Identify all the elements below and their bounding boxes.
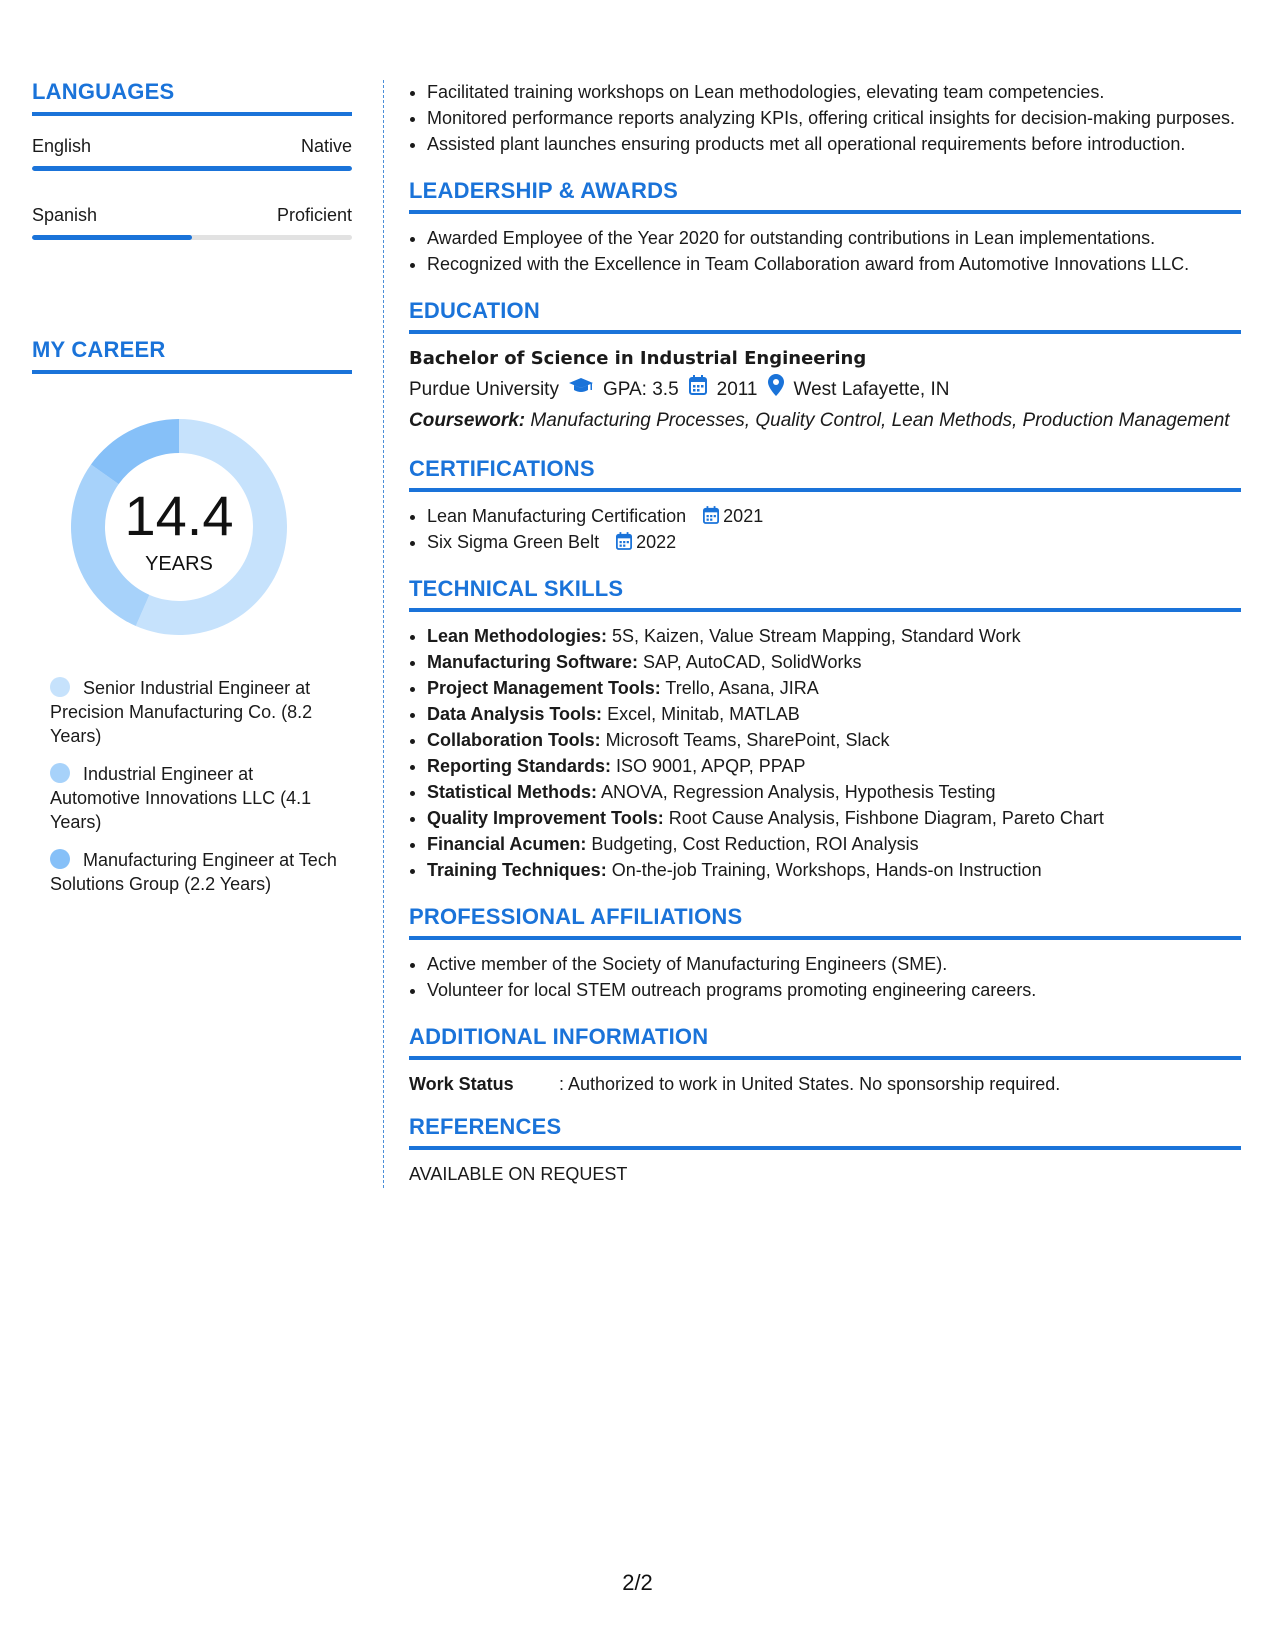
section-rule: [409, 1146, 1241, 1150]
affiliations-title: PROFESSIONAL AFFILIATIONS: [409, 904, 743, 929]
skill-label: Training Techniques:: [427, 860, 607, 880]
education-details: [409, 374, 1241, 405]
language-level: Proficient: [276, 205, 352, 225]
legend-label: Industrial Engineer at Automotive Innovations LLC (4.1 Years): [50, 764, 312, 832]
certification-name: Six Sigma Green Belt: [427, 532, 600, 552]
section-rule: [409, 488, 1241, 492]
school-name: Purdue University: [409, 378, 559, 400]
references-section: [409, 1113, 1241, 1187]
skill-value: Excel, Minitab, MATLAB: [607, 704, 800, 724]
skill-item: [427, 754, 1241, 779]
certification-name: Lean Manufacturing Certification: [427, 506, 687, 526]
experience-bullets: [409, 80, 1241, 157]
certifications-section: [409, 455, 1241, 555]
skill-item: [427, 806, 1241, 831]
skill-label: Project Management Tools:: [427, 678, 661, 698]
legend-item: [50, 676, 340, 748]
legend-item: [50, 848, 340, 896]
skill-value: 5S, Kaizen, Value Stream Mapping, Standard Work: [612, 626, 1021, 646]
list-item: • Awarded Employee of the Year 2020 for outstanding contributions in Lean implementations.: [427, 226, 1241, 251]
skill-value: ISO 9001, APQP, PPAP: [616, 756, 806, 776]
section-rule: [32, 112, 352, 116]
career-legend: [50, 676, 340, 910]
skill-value: Microsoft Teams, SharePoint, Slack: [605, 730, 890, 750]
skill-label: Reporting Standards:: [427, 756, 612, 776]
work-status-row: [409, 1072, 1241, 1097]
coursework-label: Coursework:: [409, 410, 526, 431]
legend-dot: [50, 677, 70, 697]
education-title: EDUCATION: [409, 298, 540, 323]
languages-section: [32, 78, 352, 240]
language-proficiency-fill: [32, 166, 352, 171]
career-section: [32, 336, 352, 374]
degree-name: Bachelor of Science in Industrial Engineering: [409, 348, 867, 369]
certifications-title: CERTIFICATIONS: [409, 456, 595, 481]
language-proficiency-bar: [32, 166, 352, 171]
skill-value: Root Cause Analysis, Fishbone Diagram, Pareto Chart: [668, 808, 1104, 828]
career-title: MY CAREER: [32, 337, 166, 362]
certification-item: [427, 530, 1241, 555]
coursework-list: Manufacturing Processes, Quality Control, Lean Methods, Production Management: [530, 410, 1230, 431]
section-rule: [409, 210, 1241, 214]
list-item: • Assisted plant launches ensuring products met all operational requirements before introduction.: [427, 132, 1241, 157]
language-level: Native: [300, 136, 352, 156]
skill-label: Data Analysis Tools:: [427, 704, 603, 724]
page-number: 2/2: [622, 1570, 653, 1595]
skill-item: [427, 650, 1241, 675]
language-item: [32, 203, 352, 240]
skill-item: [427, 702, 1241, 727]
skill-label: Manufacturing Software:: [427, 652, 639, 672]
additional-info-section: [409, 1023, 1241, 1097]
skill-item: [427, 858, 1241, 883]
skill-label: Quality Improvement Tools:: [427, 808, 664, 828]
skill-value: Trello, Asana, JIRA: [665, 678, 819, 698]
career-donut-chart: [66, 414, 292, 640]
section-rule: [409, 608, 1241, 612]
column-divider: [383, 80, 384, 1188]
language-item: [32, 134, 352, 171]
skill-value: SAP, AutoCAD, SolidWorks: [643, 652, 862, 672]
graduation-cap-icon: [569, 376, 593, 404]
list-item: • Active member of the Society of Manufacturing Engineers (SME).: [427, 952, 1241, 977]
skill-label: Financial Acumen:: [427, 834, 587, 854]
language-name: English: [32, 136, 92, 156]
main-column: [409, 80, 1241, 1187]
skill-item: [427, 676, 1241, 701]
leadership-section: [409, 177, 1241, 277]
legend-dot: [50, 849, 70, 869]
list-item: • Recognized with the Excellence in Team Collaboration award from Automotive Innovations LLC.: [427, 252, 1241, 277]
skill-label: Statistical Methods:: [427, 782, 598, 802]
list-item: • Facilitated training workshops on Lean methodologies, elevating team competencies.: [427, 80, 1241, 105]
work-status-value: : Authorized to work in United States. No sponsorship required.: [559, 1074, 1061, 1094]
section-rule: [409, 330, 1241, 334]
certification-item: [427, 504, 1241, 529]
calendar-icon: [703, 506, 719, 524]
section-rule: [409, 936, 1241, 940]
language-proficiency-fill: [32, 235, 192, 240]
skill-label: Collaboration Tools:: [427, 730, 601, 750]
skill-item: [427, 728, 1241, 753]
gpa: GPA: 3.5: [602, 378, 679, 400]
skill-label: Lean Methodologies:: [427, 626, 607, 646]
languages-title: LANGUAGES: [32, 79, 175, 104]
work-status-label: Work Status: [409, 1074, 514, 1094]
additional-info-title: ADDITIONAL INFORMATION: [409, 1024, 709, 1049]
legend-label: Senior Industrial Engineer at Precision Manufacturing Co. (8.2 Years): [50, 678, 313, 746]
certification-year: 2022: [636, 532, 677, 552]
language-proficiency-bar: [32, 235, 352, 240]
calendar-icon: [616, 532, 632, 550]
graduation-year: 2011: [716, 378, 758, 400]
skill-value: Budgeting, Cost Reduction, ROI Analysis: [591, 834, 919, 854]
references-title: REFERENCES: [409, 1114, 562, 1139]
skill-item: [427, 832, 1241, 857]
affiliations-section: [409, 903, 1241, 1003]
language-name: Spanish: [32, 205, 98, 225]
references-text: AVAILABLE ON REQUEST: [409, 1164, 628, 1184]
skill-item: [427, 624, 1241, 649]
leadership-title: LEADERSHIP & AWARDS: [409, 178, 679, 203]
skills-title: TECHNICAL SKILLS: [409, 576, 624, 601]
section-rule: [32, 370, 352, 374]
certification-year: 2021: [723, 506, 764, 526]
career-total-unit: YEARS: [145, 553, 213, 575]
skill-value: On-the-job Training, Workshops, Hands-on Instruction: [611, 860, 1042, 880]
legend-item: [50, 762, 340, 834]
coursework: [409, 409, 1241, 433]
location-pin-icon: [768, 374, 784, 405]
list-item: • Volunteer for local STEM outreach programs promoting engineering careers.: [427, 978, 1241, 1003]
section-rule: [409, 1056, 1241, 1060]
career-total-years: 14.4: [124, 484, 234, 547]
list-item: • Monitored performance reports analyzing KPIs, offering critical insights for decision-making purposes.: [427, 106, 1241, 131]
school-location: West Lafayette, IN: [793, 378, 950, 400]
skill-item: [427, 780, 1241, 805]
legend-dot: [50, 763, 70, 783]
education-section: [409, 297, 1241, 433]
calendar-icon: [689, 375, 707, 404]
skills-section: [409, 575, 1241, 883]
skill-value: ANOVA, Regression Analysis, Hypothesis Testing: [601, 782, 996, 802]
legend-label: Manufacturing Engineer at Tech Solutions Group (2.2 Years): [50, 850, 337, 894]
